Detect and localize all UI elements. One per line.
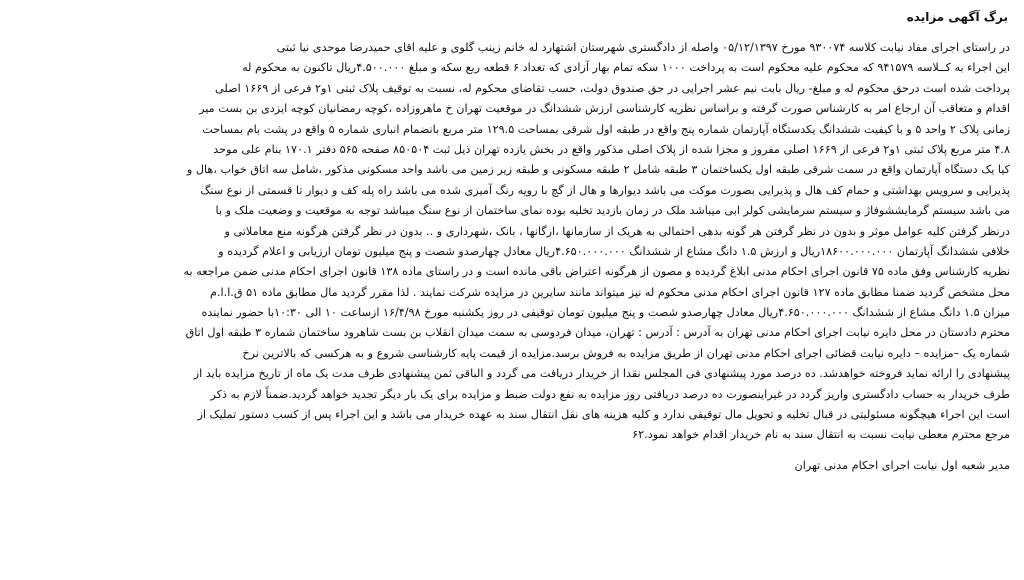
notice-line: اقدام و متعاقب آن ارجاع امر به کارشناس صورت گرفته و براساس نظریه کارشناسی ارزش ششدانگ در موقعیت تهران خ ماهروزاده ،کوچه رمضانیان کوچه ایزدی بن بست میر: [199, 102, 1010, 116]
notice-line: شماره یک –مزایده – دایره نیابت قضائی اجرای احکام مدنی تهران از طریق مزایده به فروش برسد.مزایده از قیمت پایه کارشناسی شروع و به هرکسی که بالاترین نرخ: [242, 346, 1010, 360]
notice-line: درنظر گرفتن کلیه عوامل موثر و بدون در نظر گرفتن هر گونه بدهی احتمالی به هریک از سازمانها ،ارگانها ، بانک ،شهرداری و .. بدون در نظر گرفتن هرگونه منع معاملاتی و: [224, 224, 1010, 238]
notice-line: کیا یک دستگاه آپارتمان واقع در سمت شرقی طبقه اول یکساختمان ۳ طبقه شامل ۲ طبقه مسکونی و طبقه زیر زمین می باشد واحد مسکونی مذکور ،شامل سه اتاق خواب ،هال و: [186, 163, 1010, 177]
notice-line: پیشنهادی را ارائه نماید فروخته خواهدشد. ده درصد مورد پیشنهادی فی المجلس نقدا از خریدار دریافت می گردد و الباقی ثمن پیشنهادی ظرف مدت یک ماه از تاریخ مزایده باید از: [193, 367, 1010, 381]
notice-line: خلافی ششدانگ آپارتمان ۱۸۶۰۰.۰۰۰.۰۰۰ریال و ارزش ۱.۵ دانگ مشاع از ششدانگ ۴.۶۵۰.۰۰۰.۰۰۰ریال معادل چهارصدو شصت و پنج میلیون تومان ارزیابی و اعلام گردیده و: [218, 244, 1010, 258]
notice-title: برگ آگهی مزایده: [906, 10, 1008, 24]
notice-line: مرجع محترم معطی نیابت نسبت به انتقال سند به نام خریدار اقدام خواهد نمود.۶۲: [632, 428, 1010, 442]
notice-line: میزان ۱.۵ دانگ مشاع از ششدانگ ۴.۶۵۰.۰۰۰.۰۰۰ریال معادل چهارصدو شصت و پنج میلیون تومان توقیفی در روز یکشنبه مورخ ۱۶/۴/۹۸ ازساعت ۱۰ الی ۱۰:۳۰با حضور نماینده: [201, 306, 1010, 320]
notice-line: ۴.۸ متر مربع پلاک ثبتی ۱و۲ فرعی از ۱۶۶۹ اصلی مفروز و مجزا شده از پلاک اصلی مذکور واقع در بخش یازده تهران ذیل ثبت ۸۵۰۵۰۴ صفحه ۵۶۵ دفتر ۱۷۰.۱ بنام علی موحد: [213, 142, 1010, 156]
notice-signature: مدیر شعبه اول نیابت اجرای احکام مدنی تهران: [794, 458, 1010, 472]
notice-line: محل مشخص گردید ضمنا مطابق ماده ۱۲۷ قانون اجرای احکام مدنی محکوم له نیز میتواند مانند سایرین در مزایده شرکت نمایند . لذا مقرر گردید مال مطابق ماده ۵۱ ق.ا.ا.م: [210, 285, 1010, 299]
notice-line: این اجراء به کــلاسه ۹۴۱۵۷۹ که محکوم علیه محکوم است به پرداخت ۱۰۰۰ سکه تمام بهار آزادی که تعداد ۶ قطعه ربع سکه و مبلغ ۴.۵۰۰.۰۰۰ریال تاکنون به محکوم له: [242, 61, 1010, 75]
notice-line: نظریه کارشناس وفق ماده ۷۵ قانون اجرای احکام مدنی ابلاغ گردیده و مصون از هرگونه اعتراض باقی مانده است و در راستای ماده ۱۳۸ قانون اجرای احکام مدنی ضمن مراجعه به: [183, 265, 1010, 279]
notice-line: در راستای اجرای مفاد نیابت کلاسه ۹۳۰۰۷۴ مورخ ۰۵/۱۲/۱۳۹۷ واصله از دادگستری شهرستان اشتهارد له خانم زینب گلوی و علیه اقای حمیدرضا موحدی نیا ثبتی: [276, 41, 1010, 54]
notice-body: [14, 38, 1010, 446]
notice-line: می باشد سیستم گرمایششوفاژ و سیستم سرمایشی کولر ابی میباشد ملک در زمان بازدید تخلیه بوده نمای ساختمان از نوع سنگ میباشد توجه به موقعیت و وضعیت ملک و با: [215, 204, 1010, 218]
notice-line: زمانی پلاک ۲ واحد ۵ و با کیفیت ششدانگ یکدستگاه آپارتمان شماره پنج واقع در طبقه اول شرقی بمساحت ۱۲۹.۵ متر مربع بانضمام انباری شماره ۵ واقع در پشت بام بمساحت: [202, 122, 1010, 136]
notice-line: محترم دادستان در محل دایره نیابت اجرای احکام مدنی تهران به آدرس : آدرس : تهران، میدان فردوسی به سمت میدان انقلاب بن بست شاهرود ساختمان شماره ۳ طبقه اول اتاق: [185, 326, 1010, 340]
notice-line: طرف خریدار به حساب دادگستری واریز گردد در غیراینصورت ده درصد دریافتی روز مزایده به نفع دولت ضبط و مزایده برای یک بار دیگر تجدید خواهد گردید.ضمناً لازم به ذکر: [210, 387, 1010, 401]
notice-line: است این اجراء هیچگونه مسئولیتی در قبال تخلیه و تحویل مال توقیفی ندارد و کلیه هزینه های نقل انتقال سند به عهده خریدار می باشد و این اجراء پس از کسب دستور تملیک از: [197, 408, 1010, 422]
notice-line: پرداخت شده است درحق محکوم له و مبلغ- ریال بابت نیم عشر اجرایی در حق صندوق دولت، حسب تقاضای محکوم له، نسبت به توقیف پلاک ثبتی ۱و۲ فرعی از ۱۶۶۹ اصلی: [215, 81, 1010, 95]
notice-line: پذیرایی و سرویس بهداشتی و حمام کف هال و پذیرایی بصورت موکت می باشد دیوارها و هال از گچ با رویه رنگ آمیزی شده می باشد راه پله کف و دیوار تا قسمتی از نوع سنگ: [200, 183, 1010, 197]
